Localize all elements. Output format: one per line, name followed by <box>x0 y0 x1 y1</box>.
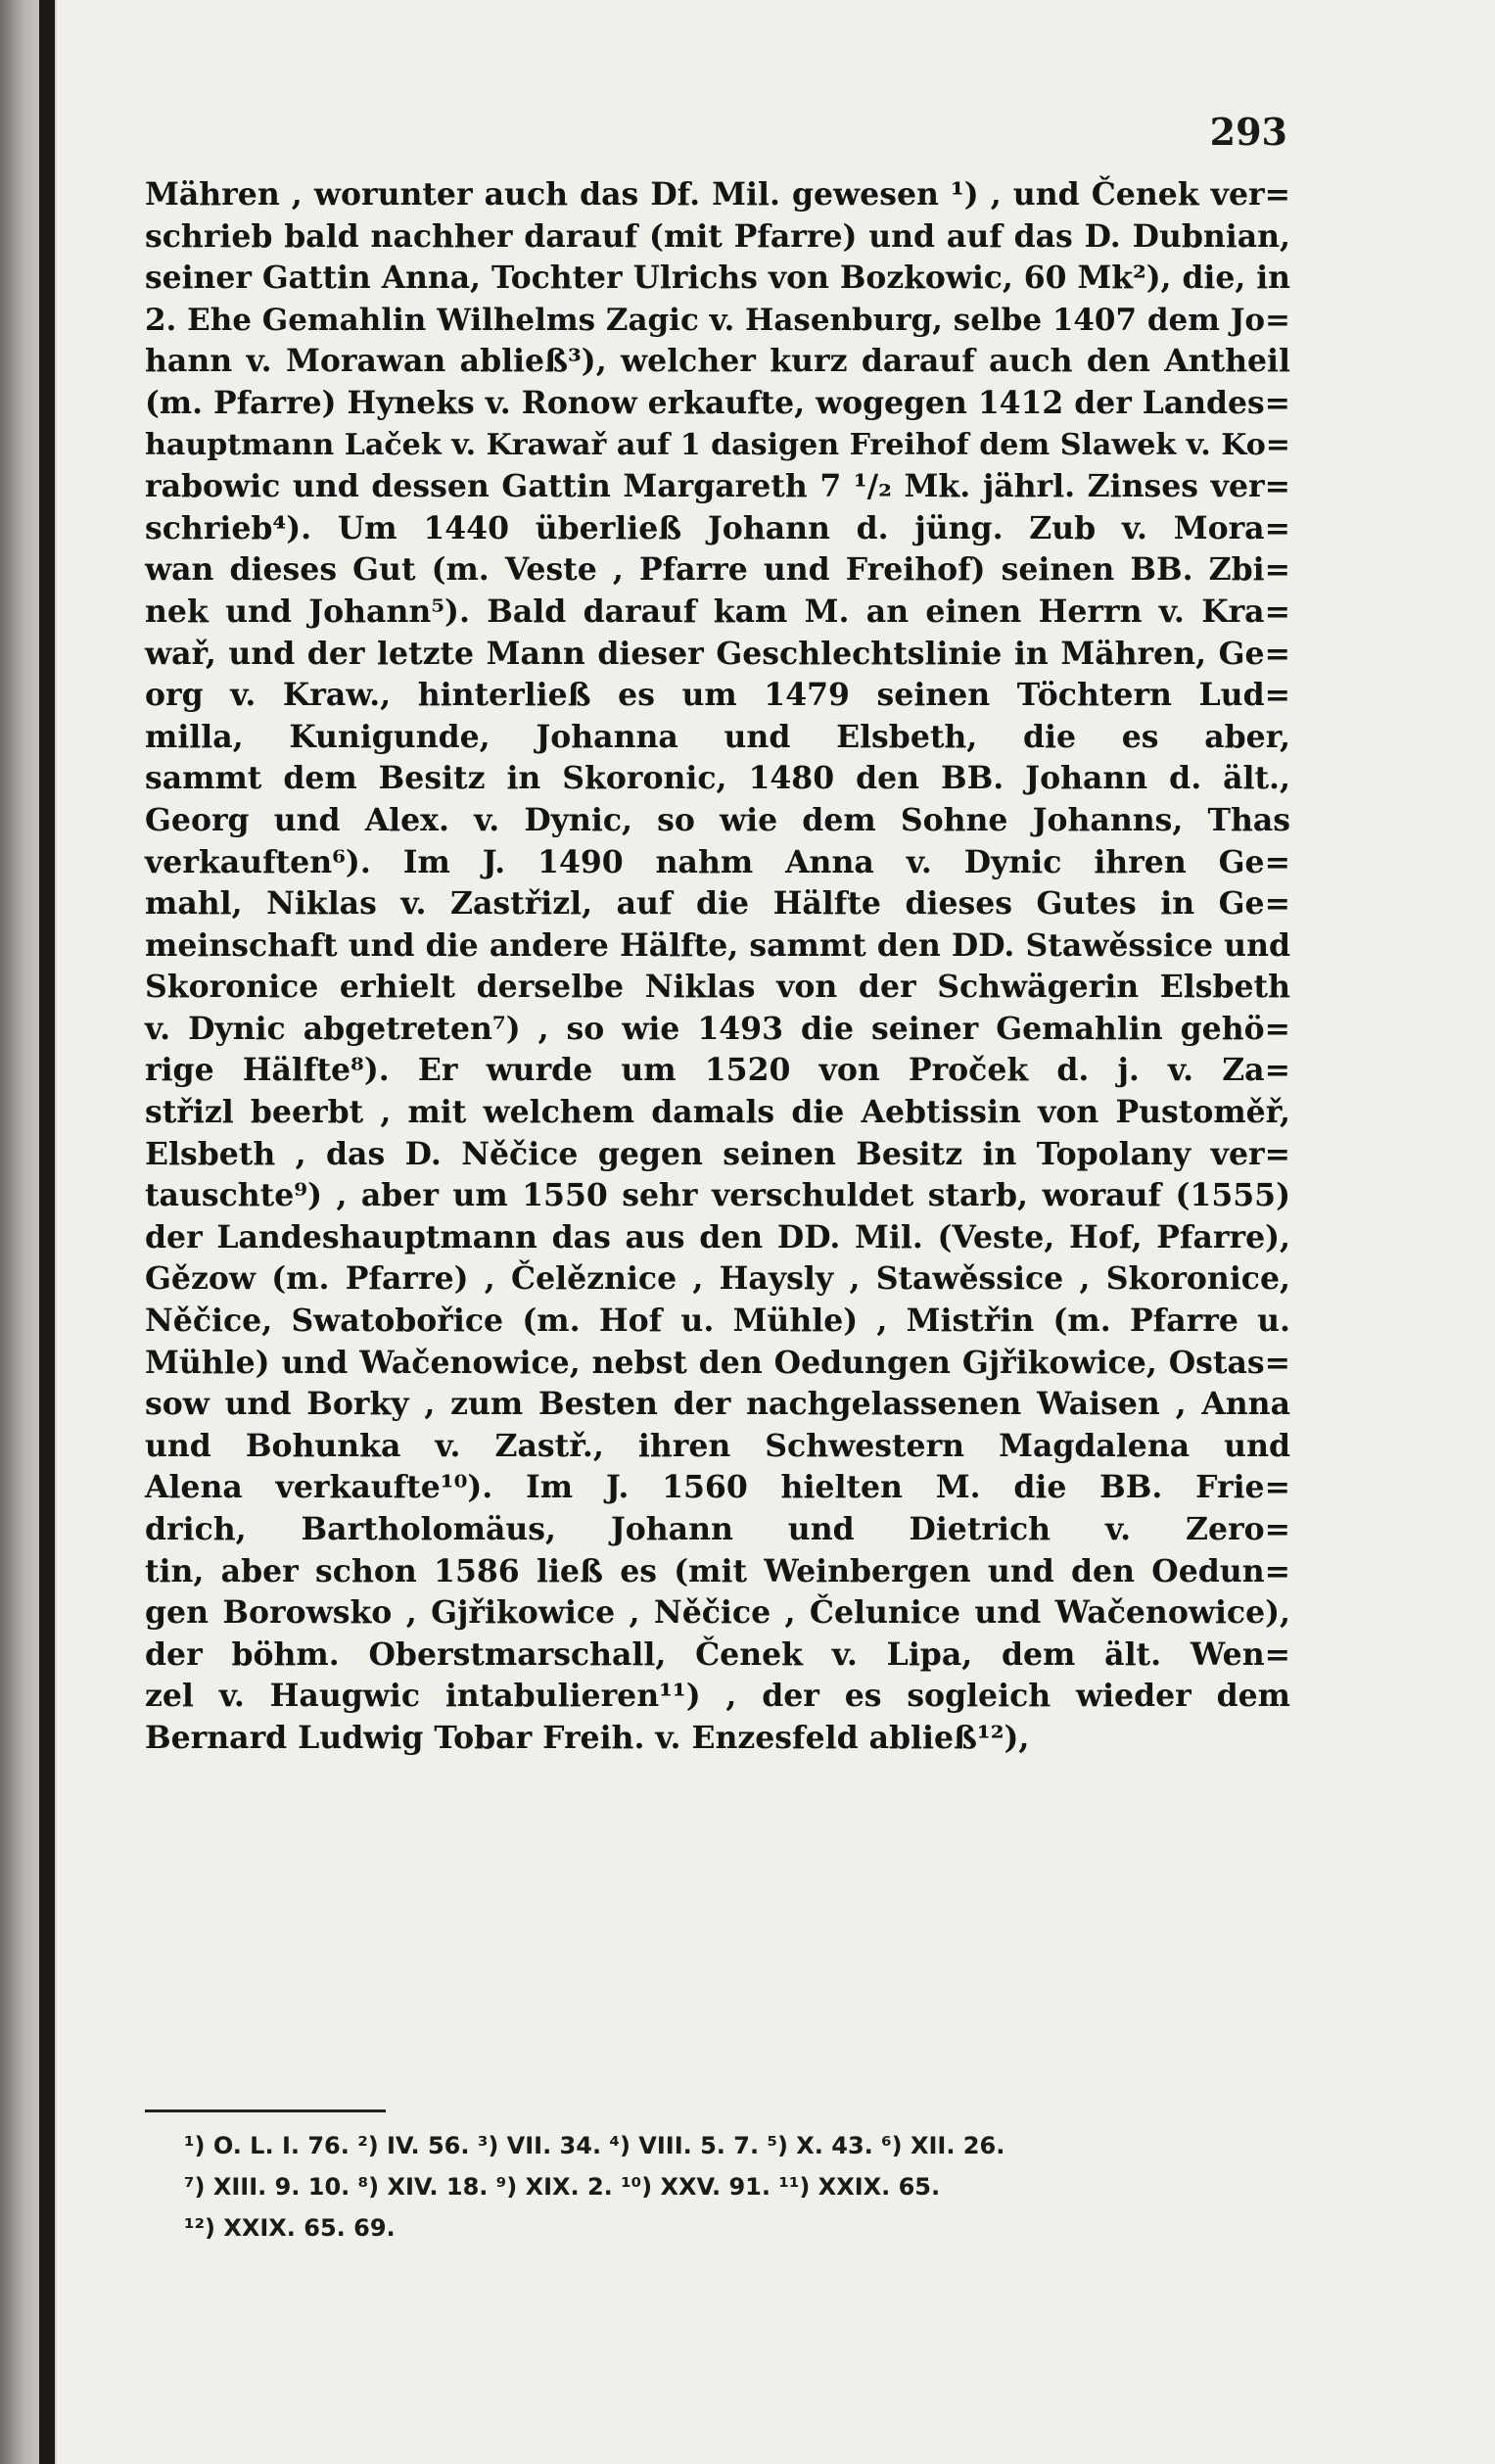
footnote-line: ¹²) XXIX. 65. 69. <box>184 2214 396 2242</box>
text-line: wan dieses Gut (m. Veste , Pfarre und Freihof) seinen BB. Zbi= <box>145 551 1290 589</box>
text-line: hann v. Morawan abließ³), welcher kurz darauf auch den Antheil <box>145 343 1290 380</box>
text-line: Mähren , worunter auch das Df. Mil. gewesen ¹) , und Čenek ver= <box>145 176 1290 213</box>
text-line: meinschaft und die andere Hälfte, sammt den DD. Stawěssice und <box>145 926 1290 964</box>
page-number: 293 <box>1209 110 1287 154</box>
text-line: Georg und Alex. v. Dynic, so wie dem Sohne Johanns, Thas <box>145 801 1290 838</box>
text-line: milla, Kunigunde, Johanna und Elsbeth, die es aber, <box>145 718 1290 755</box>
text-line: tin, aber schon 1586 ließ es (mit Weinbergen und den Oedun= <box>145 1552 1290 1589</box>
text-line: Alena verkaufte¹⁰). Im J. 1560 hielten M. die BB. Frie= <box>145 1469 1290 1506</box>
text-line: schrieb⁴). Um 1440 überließ Johann d. jüng. Zub v. Mora= <box>145 509 1290 546</box>
text-line: gen Borowsko , Gjřikowice , Něčice , Čelunice und Wačenowice), <box>145 1594 1290 1632</box>
text-line: der Landeshauptmann das aus den DD. Mil. (Veste, Hof, Pfarre), <box>145 1218 1290 1256</box>
text-line: nek und Johann⁵). Bald darauf kam M. an einen Herrn v. Kra= <box>145 592 1290 630</box>
text-line: wař, und der letzte Mann dieser Geschlechtslinie in Mähren, Ge= <box>145 635 1290 672</box>
text-line: der böhm. Oberstmarschall, Čenek v. Lipa, dem ält. Wen= <box>145 1635 1290 1673</box>
footnotes <box>184 2125 1290 2249</box>
text-line: schrieb bald nachher darauf (mit Pfarre) und auf das D. Dubnian, <box>145 217 1290 255</box>
text-line: 2. Ehe Gemahlin Wilhelms Zagic v. Hasenburg, selbe 1407 dem Jo= <box>145 302 1290 338</box>
text-line: Gězow (m. Pfarre) , Čelěznice , Haysly , Stawěssice , Skoronice, <box>145 1260 1290 1298</box>
text-line: hauptmann Laček v. Krawař auf 1 dasigen Freihof dem Slawek v. Ko= <box>145 427 1290 462</box>
book-spine <box>39 0 55 2464</box>
text-line: (m. Pfarre) Hyneks v. Ronow erkaufte, wogegen 1412 der Landes= <box>145 385 1290 421</box>
text-line: Skoronice erhielt derselbe Niklas von der Schwägerin Elsbeth <box>145 969 1290 1006</box>
text-line: org v. Kraw., hinterließ es um 1479 seinen Töchtern Lud= <box>145 677 1290 714</box>
text-line: Elsbeth , das D. Něčice gegen seinen Besitz in Topolany ver= <box>145 1135 1290 1172</box>
footnote-line: ⁷) XIII. 9. 10. ⁸) XIV. 18. ⁹) XIX. 2. ¹⁰) XXV. 91. ¹¹) XXIX. 65. <box>184 2173 941 2201</box>
text-line: drich, Bartholomäus, Johann und Dietrich v. Zero= <box>145 1511 1290 1547</box>
text-line: sow und Borky , zum Besten der nachgelassenen Waisen , Anna <box>145 1386 1290 1423</box>
text-line: rabowic und dessen Gattin Margareth 7 ¹/₂ Mk. jährl. Zinses ver= <box>145 468 1290 505</box>
text-line: v. Dynic abgetreten⁷) , so wie 1493 die seiner Gemahlin gehö= <box>145 1010 1290 1047</box>
text-line: rige Hälfte⁸). Er wurde um 1520 von Proček d. j. v. Za= <box>145 1052 1290 1089</box>
text-line: Mühle) und Wačenowice, nebst den Oedungen Gjřikowice, Ostas= <box>145 1344 1290 1381</box>
text-line: střizl beerbt , mit welchem damals die Aebtissin von Pustoměř, <box>145 1094 1290 1131</box>
footnote-line: ¹) O. L. I. 76. ²) IV. 56. ³) VII. 34. ⁴) VIII. 5. 7. ⁵) X. 43. ⁶) XII. 26. <box>184 2132 1005 2159</box>
text-line: tauschte⁹) , aber um 1550 sehr verschuldet starb, worauf (1555) <box>145 1177 1290 1214</box>
text-line: mahl, Niklas v. Zastřizl, auf die Hälfte dieses Gutes in Ge= <box>145 885 1290 923</box>
text-line: zel v. Haugwic intabulieren¹¹) , der es sogleich wieder dem <box>145 1678 1290 1715</box>
body-text <box>145 174 1290 1760</box>
text-line: Něčice, Swatobořice (m. Hof u. Mühle) , Mistřin (m. Pfarre u. <box>145 1303 1290 1340</box>
footnote-divider <box>145 2109 386 2112</box>
text-line: sammt dem Besitz in Skoronic, 1480 den BB. Johann d. ält., <box>145 760 1290 797</box>
text-line: seiner Gattin Anna, Tochter Ulrichs von Bozkowic, 60 Mk²), die, in <box>145 261 1290 297</box>
text-line: verkauften⁶). Im J. 1490 nahm Anna v. Dynic ihren Ge= <box>145 843 1290 880</box>
text-line: und Bohunka v. Zastř., ihren Schwestern Magdalena und <box>145 1427 1290 1464</box>
text-line: Bernard Ludwig Tobar Freih. v. Enzesfeld abließ¹²), <box>145 1719 1030 1756</box>
